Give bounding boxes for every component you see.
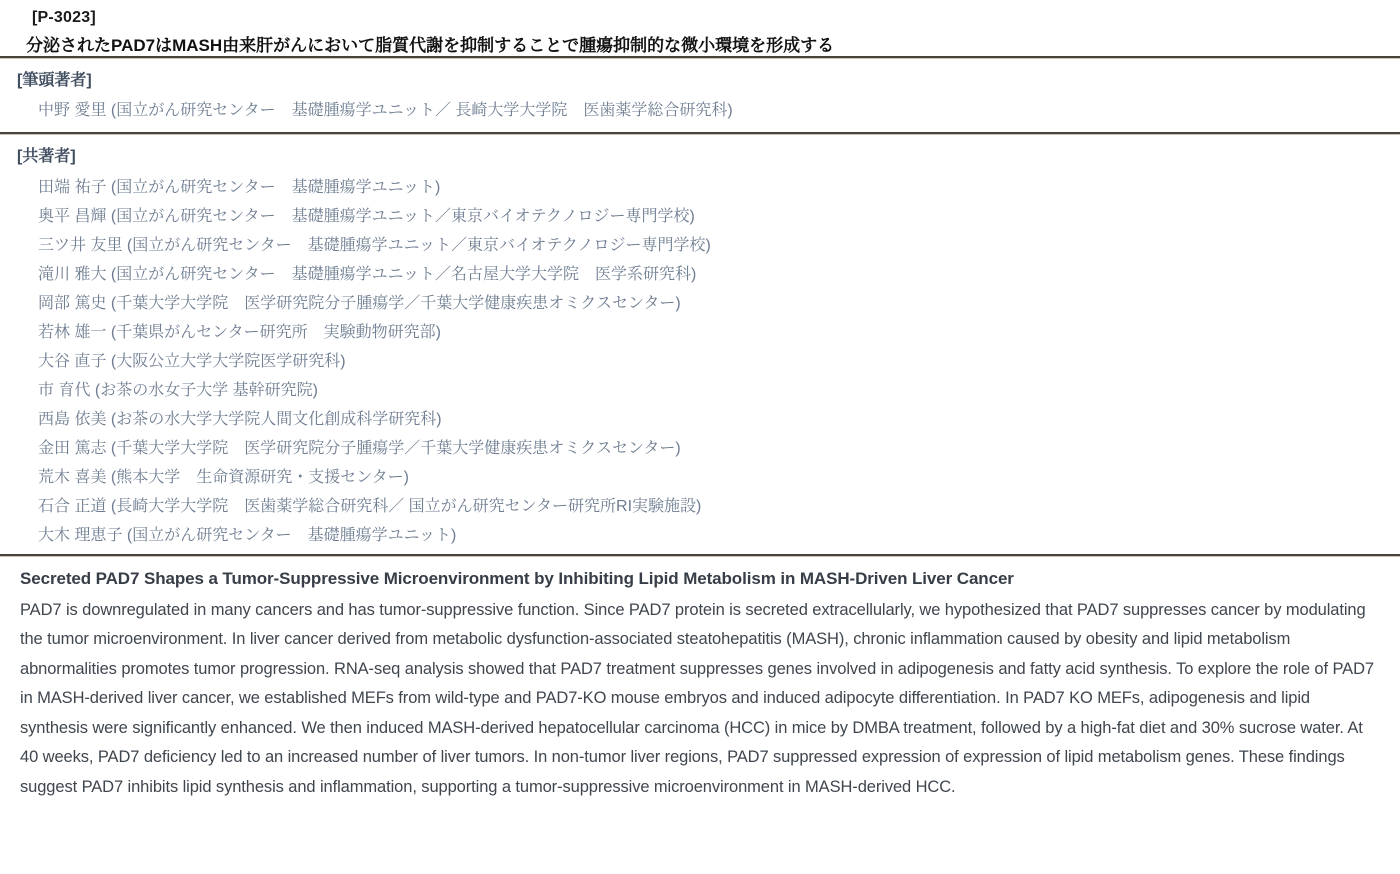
co-author-line: 西島 依美 (お茶の水大学大学院人間文化創成科学研究科)	[38, 410, 442, 428]
divider	[0, 56, 1400, 58]
presentation-title-jp: 分泌されたPAD7はMASH由来肝がんにおいて脂質代謝を抑制することで腫瘍抑制的な微小環境を形成する	[26, 36, 835, 55]
co-author-line: 岡部 篤史 (千葉大学大学院 医学研究院分子腫瘍学／千葉大学健康疾患オミクスセンター)	[38, 294, 681, 312]
presentation-title-en: Secreted PAD7 Shapes a Tumor-Suppressive Microenvironment by Inhibiting Lipid Metabolism in MASH-Driven Liver Cancer	[20, 568, 1014, 588]
co-author-line: 大木 理恵子 (国立がん研究センター 基礎腫瘍学ユニット)	[38, 526, 457, 544]
divider	[0, 132, 1400, 134]
co-author-line: 田端 祐子 (国立がん研究センター 基礎腫瘍学ユニット)	[38, 178, 441, 196]
co-authors-section-label: [共著者]	[17, 148, 76, 166]
co-author-line: 金田 篤志 (千葉大学大学院 医学研究院分子腫瘍学／千葉大学健康疾患オミクスセンター)	[38, 439, 681, 457]
first-author-section-label: [筆頭著者]	[17, 72, 92, 90]
abstract-text: PAD7 is downregulated in many cancers and has tumor-suppressive function. Since PAD7 protein is secreted extracellularly, we hypothesized that PAD7 suppresses cancer by modulating the tumor microenvironment. In liver cancer derived from metabolic dysfunction-associated steatohepatitis (MASH), chronic inflammation caused by obesity and lipid metabolism abnormalities promotes tumor progression. RNA-seq analysis showed that PAD7 treatment suppresses genes involved in adipogenesis and fatty acid synthesis. To explore the role of PAD7 in MASH-derived liver cancer, we established MEFs from wild-type and PAD7-KO mouse embryos and induced adipocyte differentiation. In PAD7 KO MEFs, adipogenesis and lipid synthesis were significantly enhanced. We then induced MASH-derived hepatocellular carcinoma (HCC) in mice by DMBA treatment, followed by a high-fat diet and 30% sucrose water. At 40 weeks, PAD7 deficiency led to an increased number of liver tumors. In non-tumor liver regions, PAD7 suppressed expression of expression of lipid metabolism genes. These findings suggest PAD7 inhibits lipid synthesis and inflammation, supporting a tumor-suppressive microenvironment in MASH-derived HCC.	[20, 600, 1374, 796]
co-author-line: 荒木 喜美 (熊本大学 生命資源研究・支援センター)	[38, 468, 409, 486]
first-author-line: 中野 愛里 (国立がん研究センター 基礎腫瘍学ユニット／ 長崎大学大学院 医歯薬学総合研究科)	[38, 102, 733, 120]
co-author-list	[0, 173, 1400, 550]
first-author-section	[0, 71, 1400, 125]
abstract-section	[0, 568, 1400, 822]
co-authors-section	[0, 147, 1400, 550]
co-author-line: 石合 正道 (長崎大学大学院 医歯薬学総合研究科／ 国立がん研究センター研究所RI実験施設)	[38, 497, 702, 515]
co-author-line: 奥平 昌輝 (国立がん研究センター 基礎腫瘍学ユニット／東京バイオテクノロジー専門学校)	[38, 207, 695, 225]
paper-number: [P-3023]	[32, 9, 96, 26]
co-author-line: 三ツ井 友里 (国立がん研究センター 基礎腫瘍学ユニット／東京バイオテクノロジー専門学校)	[38, 236, 711, 254]
divider	[0, 554, 1400, 556]
co-author-line: 市 育代 (お茶の水女子大学 基幹研究院)	[38, 381, 318, 399]
co-author-line: 滝川 雅大 (国立がん研究センター 基礎腫瘍学ユニット／名古屋大学大学院 医学系研究科)	[38, 265, 697, 283]
co-author-line: 若林 雄一 (千葉県がんセンター研究所 実験動物研究部)	[38, 323, 441, 341]
co-author-line: 大谷 直子 (大阪公立大学大学院医学研究科)	[38, 352, 346, 370]
title-block	[0, 8, 1400, 56]
